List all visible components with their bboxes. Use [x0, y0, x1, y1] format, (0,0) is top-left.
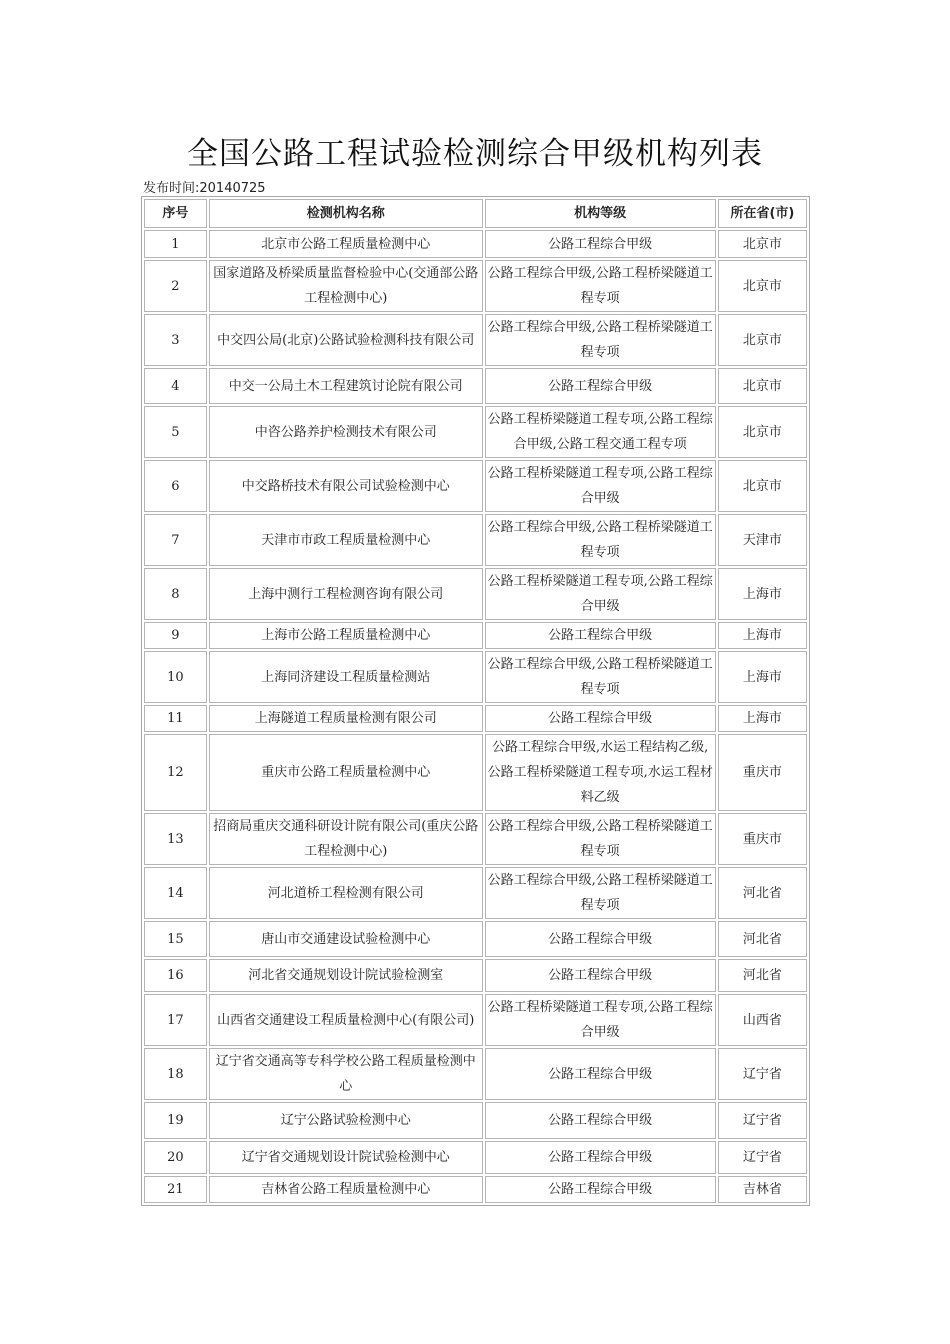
cell-province: 辽宁省 [718, 1048, 807, 1100]
cell-no: 5 [144, 406, 207, 458]
header-province: 所在省(市) [718, 199, 807, 228]
table-header-row [144, 199, 807, 228]
header-name: 检测机构名称 [209, 199, 483, 228]
cell-province: 河北省 [718, 921, 807, 957]
publish-date: 发布时间:20140725 [143, 181, 266, 196]
table-row [144, 651, 807, 703]
table-row [144, 568, 807, 620]
cell-province: 天津市 [718, 514, 807, 566]
cell-province: 北京市 [718, 368, 807, 404]
cell-name: 中咨公路养护检测技术有限公司 [209, 406, 483, 458]
cell-province: 上海市 [718, 622, 807, 649]
table-row [144, 1176, 807, 1203]
cell-province: 北京市 [718, 260, 807, 312]
cell-level: 公路工程综合甲级,公路工程桥梁隧道工程专项 [485, 514, 716, 566]
cell-name: 上海隧道工程质量检测有限公司 [209, 705, 483, 732]
cell-no: 15 [144, 921, 207, 957]
cell-name: 河北道桥工程检测有限公司 [209, 867, 483, 919]
cell-level: 公路工程综合甲级,水运工程结构乙级,公路工程桥梁隧道工程专项,水运工程材料乙级 [485, 734, 716, 811]
cell-province: 上海市 [718, 651, 807, 703]
cell-level: 公路工程桥梁隧道工程专项,公路工程综合甲级 [485, 460, 716, 512]
cell-level: 公路工程综合甲级,公路工程桥梁隧道工程专项 [485, 867, 716, 919]
cell-name: 上海市公路工程质量检测中心 [209, 622, 483, 649]
cell-level: 公路工程综合甲级 [485, 1176, 716, 1203]
cell-no: 10 [144, 651, 207, 703]
cell-no: 6 [144, 460, 207, 512]
cell-no: 19 [144, 1102, 207, 1139]
cell-no: 4 [144, 368, 207, 404]
cell-province: 北京市 [718, 230, 807, 258]
cell-name: 上海中测行工程检测咨询有限公司 [209, 568, 483, 620]
table-row [144, 622, 807, 649]
cell-no: 17 [144, 994, 207, 1046]
cell-name: 北京市公路工程质量检测中心 [209, 230, 483, 258]
cell-province: 重庆市 [718, 734, 807, 811]
cell-province: 河北省 [718, 959, 807, 992]
cell-province: 河北省 [718, 867, 807, 919]
cell-no: 8 [144, 568, 207, 620]
cell-level: 公路工程综合甲级,公路工程桥梁隧道工程专项 [485, 651, 716, 703]
page-title: 全国公路工程试验检测综合甲级机构列表 [187, 136, 763, 172]
cell-name: 招商局重庆交通科研设计院有限公司(重庆公路工程检测中心) [209, 813, 483, 865]
cell-no: 16 [144, 959, 207, 992]
cell-province: 山西省 [718, 994, 807, 1046]
cell-no: 14 [144, 867, 207, 919]
cell-province: 重庆市 [718, 813, 807, 865]
cell-name: 河北省交通规划设计院试验检测室 [209, 959, 483, 992]
table-body [144, 230, 807, 1203]
cell-no: 13 [144, 813, 207, 865]
header-no: 序号 [144, 199, 207, 228]
cell-name: 中交路桥技术有限公司试验检测中心 [209, 460, 483, 512]
cell-level: 公路工程综合甲级,公路工程桥梁隧道工程专项 [485, 813, 716, 865]
institutions-table [142, 197, 809, 1205]
cell-name: 中交一公局土木工程建筑讨论院有限公司 [209, 368, 483, 404]
cell-level: 公路工程综合甲级 [485, 368, 716, 404]
cell-name: 上海同济建设工程质量检测站 [209, 651, 483, 703]
table-row [144, 1102, 807, 1139]
cell-no: 9 [144, 622, 207, 649]
cell-no: 1 [144, 230, 207, 258]
cell-level: 公路工程综合甲级 [485, 1048, 716, 1100]
table-row [144, 314, 807, 366]
table-row [144, 406, 807, 458]
table-row [144, 994, 807, 1046]
cell-province: 北京市 [718, 314, 807, 366]
cell-name: 国家道路及桥梁质量监督检验中心(交通部公路工程检测中心) [209, 260, 483, 312]
cell-level: 公路工程综合甲级 [485, 1141, 716, 1174]
table-row [144, 813, 807, 865]
cell-name: 辽宁省交通高等专科学校公路工程质量检测中心 [209, 1048, 483, 1100]
cell-level: 公路工程桥梁隧道工程专项,公路工程综合甲级 [485, 994, 716, 1046]
cell-no: 11 [144, 705, 207, 732]
cell-province: 吉林省 [718, 1176, 807, 1203]
table-row [144, 368, 807, 404]
cell-province: 上海市 [718, 705, 807, 732]
table-row [144, 1141, 807, 1174]
table-row [144, 230, 807, 258]
cell-name: 辽宁省交通规划设计院试验检测中心 [209, 1141, 483, 1174]
cell-level: 公路工程综合甲级 [485, 1102, 716, 1139]
cell-level: 公路工程综合甲级,公路工程桥梁隧道工程专项 [485, 260, 716, 312]
cell-name: 山西省交通建设工程质量检测中心(有限公司) [209, 994, 483, 1046]
cell-level: 公路工程综合甲级 [485, 230, 716, 258]
cell-name: 天津市市政工程质量检测中心 [209, 514, 483, 566]
header-level: 机构等级 [485, 199, 716, 228]
table-row [144, 959, 807, 992]
cell-name: 唐山市交通建设试验检测中心 [209, 921, 483, 957]
cell-level: 公路工程综合甲级 [485, 959, 716, 992]
cell-province: 北京市 [718, 406, 807, 458]
cell-province: 上海市 [718, 568, 807, 620]
table-row [144, 921, 807, 957]
cell-level: 公路工程桥梁隧道工程专项,公路工程综合甲级,公路工程交通工程专项 [485, 406, 716, 458]
table-row [144, 734, 807, 811]
table-row [144, 705, 807, 732]
table-row [144, 460, 807, 512]
cell-no: 20 [144, 1141, 207, 1174]
table-row [144, 1048, 807, 1100]
cell-no: 18 [144, 1048, 207, 1100]
cell-name: 重庆市公路工程质量检测中心 [209, 734, 483, 811]
cell-no: 21 [144, 1176, 207, 1203]
cell-no: 7 [144, 514, 207, 566]
table-row [144, 867, 807, 919]
institutions-table-container [141, 196, 810, 1206]
cell-name: 辽宁公路试验检测中心 [209, 1102, 483, 1139]
cell-province: 北京市 [718, 460, 807, 512]
cell-name: 中交四公局(北京)公路试验检测科技有限公司 [209, 314, 483, 366]
cell-level: 公路工程综合甲级 [485, 622, 716, 649]
cell-no: 3 [144, 314, 207, 366]
table-row [144, 260, 807, 312]
cell-name: 吉林省公路工程质量检测中心 [209, 1176, 483, 1203]
cell-level: 公路工程综合甲级 [485, 921, 716, 957]
table-row [144, 514, 807, 566]
cell-province: 辽宁省 [718, 1102, 807, 1139]
cell-level: 公路工程综合甲级 [485, 705, 716, 732]
cell-level: 公路工程桥梁隧道工程专项,公路工程综合甲级 [485, 568, 716, 620]
cell-province: 辽宁省 [718, 1141, 807, 1174]
cell-level: 公路工程综合甲级,公路工程桥梁隧道工程专项 [485, 314, 716, 366]
cell-no: 2 [144, 260, 207, 312]
cell-no: 12 [144, 734, 207, 811]
